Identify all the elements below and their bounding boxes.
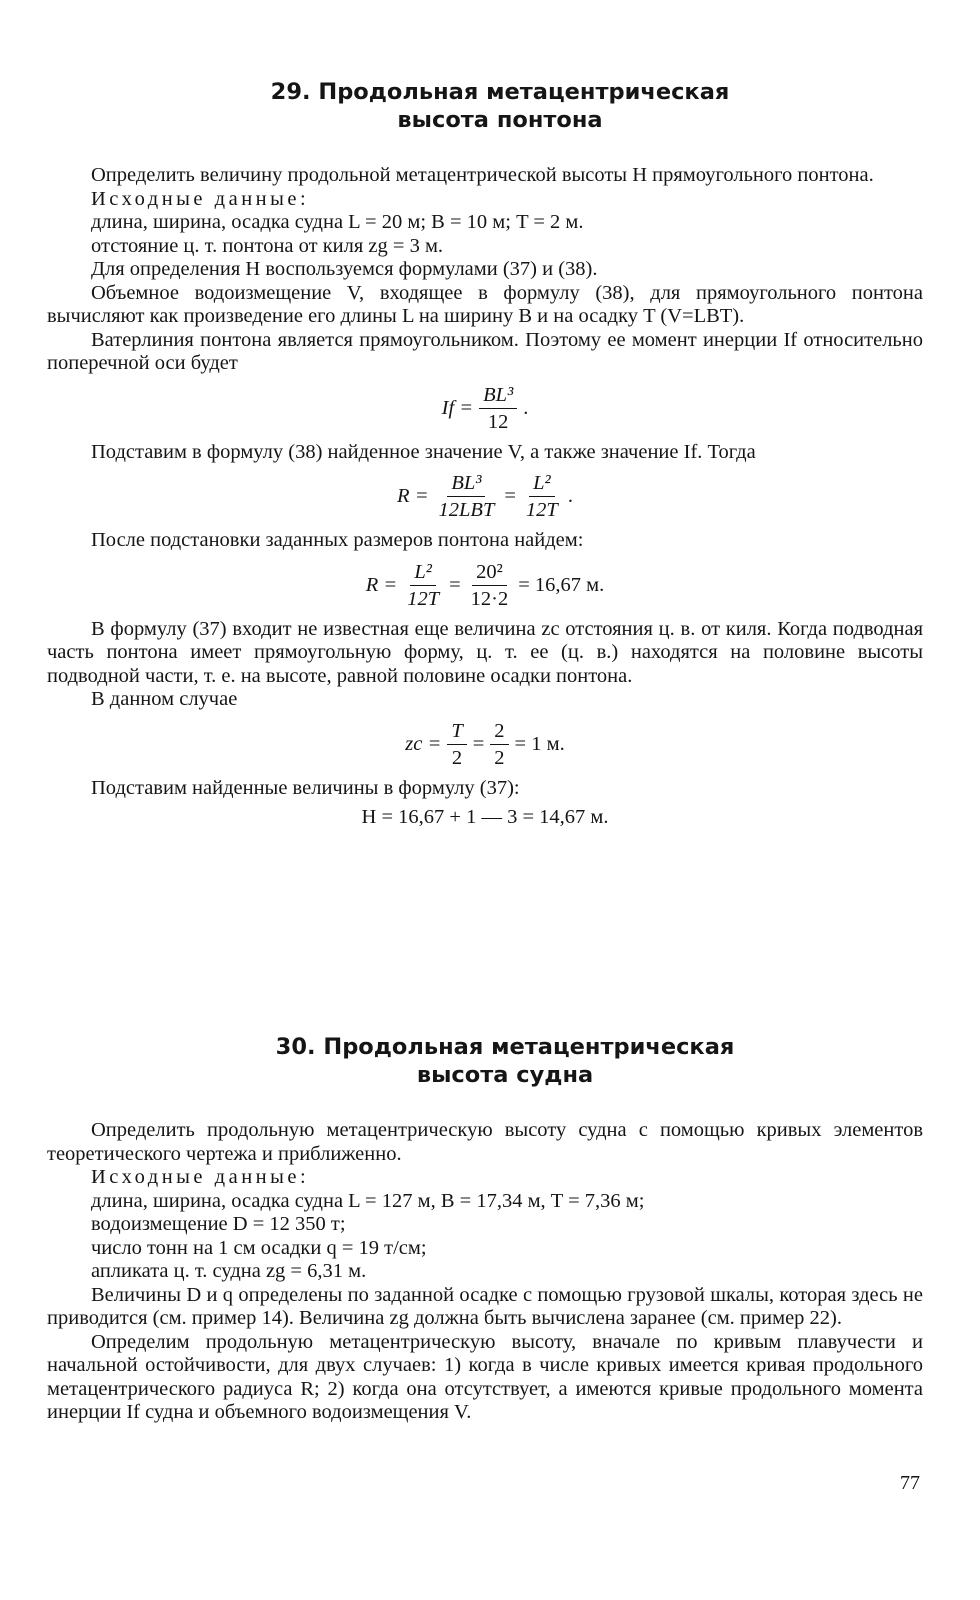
fraction: [490, 718, 508, 771]
fraction: [479, 382, 517, 435]
page: [47, 78, 923, 1423]
denominator: 12LBT: [438, 499, 495, 521]
numerator: L²: [410, 559, 436, 586]
formula-if: [47, 382, 923, 435]
paragraph: После подстановки заданных размеров понтона найдем:: [91, 529, 584, 551]
denominator: 12T: [407, 587, 440, 610]
denominator: 2: [451, 746, 463, 769]
data-heading: Исходные данные:: [91, 1166, 310, 1188]
paragraph: Величины D и q определены по заданной осадке с помощью грузовой шкалы, которая здесь не приводится (см. пример 14). Величина zg должна быть вычислена заранее (см. пример 22).: [47, 1283, 923, 1329]
fraction: [467, 559, 513, 612]
formula-lhs: If =: [441, 396, 474, 419]
section-30: [47, 1033, 923, 1425]
title-line: 30. Продольная метацентрическая: [275, 1034, 735, 1060]
paragraph: Для определения H воспользуемся формулами (37) и (38).: [91, 258, 598, 280]
title-line: 29. Продольная метацентрическая: [270, 79, 730, 105]
formula-lhs: R =: [365, 573, 398, 596]
numerator: BL³: [447, 470, 485, 497]
section-29-title: [77, 78, 923, 134]
fraction: [522, 470, 562, 523]
data-line: отстояние ц. т. понтона от киля zg = 3 м.: [91, 234, 444, 257]
page-number: 77: [900, 1472, 920, 1494]
fraction: [447, 718, 466, 771]
formula-text: H = 16,67 + 1 — 3 = 14,67 м.: [361, 806, 609, 828]
paragraph: Объемное водоизмещение V, входящее в формулу (38), для прямоугольного понтона вычисляют как произведение его длины L на ширину B и на осадку T (V=LBT).: [47, 281, 923, 327]
data-line: длина, ширина, осадка судна L = 20 м; B = 10 м; T = 2 м.: [91, 211, 584, 233]
formula-end: = 1 м.: [514, 732, 565, 755]
paragraph: Определить величину продольной метацентрической высоты H прямоугольного понтона.: [91, 164, 874, 186]
initial-data: [47, 188, 923, 259]
formula-r-value: [47, 559, 923, 612]
numerator: 20²: [472, 559, 507, 586]
paragraph: В данном случае: [91, 688, 238, 710]
data-line: водоизмещение D = 12 350 т;: [91, 1213, 346, 1235]
numerator: T: [447, 718, 466, 745]
equals: =: [504, 485, 516, 507]
fraction: [435, 470, 499, 523]
paragraph: Ватерлиния понтона является прямоугольником. Поэтому ее момент инерции If относительно поперечной оси будет: [47, 328, 923, 374]
initial-data: [47, 1166, 923, 1284]
denominator: 12·2: [470, 587, 509, 610]
paragraph: Подставим найденные величины в формулу (37):: [91, 776, 520, 799]
data-line: длина, ширина, осадка судна L = 127 м, B = 17,34 м, T = 7,36 м;: [91, 1189, 645, 1212]
section-29: [47, 78, 923, 829]
paragraph: Определим продольную метацентрическую высоту, вначале по кривым плавучести и начальной остойчивости, для двух случаев: 1) когда в числе кривых имеется кривая продольного метацентрического радиуса R; 2) когда она отсутствует, а имеются кривые продольного момента инерции If судна и объемного водоизмещения V.: [47, 1330, 923, 1423]
formula-r: [47, 470, 923, 523]
data-line: число тонн на 1 см осадки q = 19 т/см;: [91, 1236, 427, 1259]
formula-h: [47, 806, 923, 829]
fraction: [403, 559, 443, 612]
data-heading: Исходные данные:: [91, 187, 310, 210]
numerator: 2: [490, 718, 508, 745]
denominator: 12T: [525, 499, 558, 521]
denominator: 12: [487, 410, 509, 433]
paragraph: Определить продольную метацентрическую высоту судна с помощью кривых элементов теоретического чертежа и приближенно.: [47, 1119, 923, 1165]
formula-end: .: [567, 485, 573, 507]
paragraph: В формулу (37) входит не известная еще величина zc отстояния ц. в. от киля. Когда подводная часть понтона имеет прямоугольную форму, ц. т. ее (ц. в.) находятся на половине высоты подводной части, т. е. на высоте, равной половине осадки понтона.: [47, 617, 923, 687]
formula-lhs: R =: [397, 485, 429, 507]
formula-lhs: zc =: [405, 732, 442, 755]
formula-end: .: [523, 396, 529, 419]
title-line: высота судна: [416, 1062, 594, 1088]
numerator: BL³: [479, 382, 517, 409]
title-line: высота понтона: [397, 107, 603, 133]
numerator: L²: [529, 470, 555, 497]
data-line: апликата ц. т. судна zg = 6,31 м.: [91, 1260, 367, 1282]
equals: =: [449, 573, 461, 596]
denominator: 2: [494, 746, 505, 769]
formula-zc: [47, 718, 923, 771]
paragraph: Подставим в формулу (38) найденное значение V, а также значение If. Тогда: [91, 440, 756, 463]
section-30-title: [87, 1033, 923, 1089]
formula-end: = 16,67 м.: [518, 573, 605, 596]
equals: =: [472, 732, 485, 755]
